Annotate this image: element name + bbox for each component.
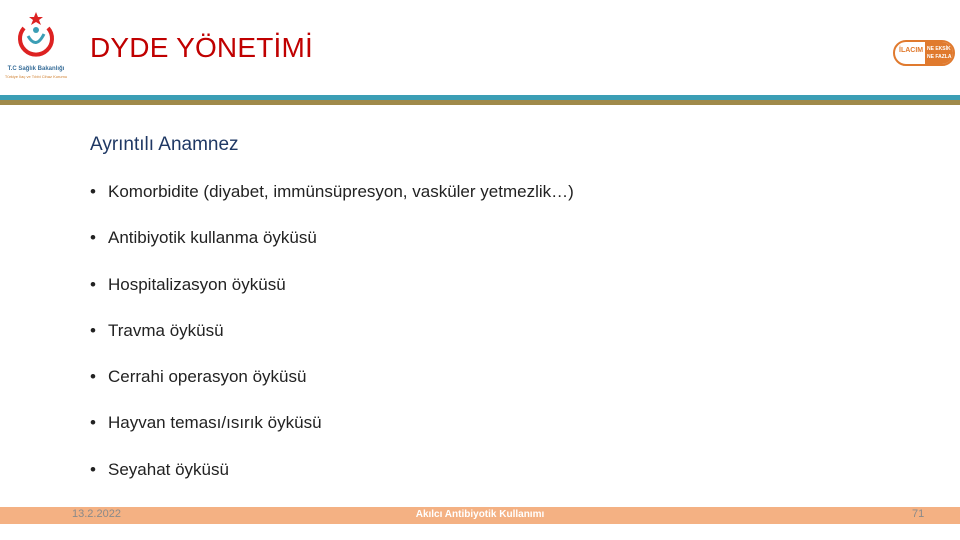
campaign-logo [893, 40, 955, 66]
campaign-logo-left-text: İLACIM [899, 47, 924, 54]
footer-title: Akılcı Antibiyotik Kullanımı [415, 509, 545, 520]
list-item-text: Hayvan teması/ısırık öyküsü [108, 413, 322, 433]
footer-date: 13.2.2022 [72, 508, 121, 520]
bullet-icon: • [90, 413, 96, 433]
header-divider-olive [0, 100, 960, 105]
bullet-icon: • [90, 274, 96, 294]
section-subtitle: Ayrıntılı Anamnez [90, 134, 239, 155]
list-item [90, 228, 574, 274]
ministry-subname: Türkiye İlaç ve Tıbbi Cihaz Kurumu [4, 74, 68, 79]
page-number: 71 [912, 508, 925, 520]
list-item [90, 182, 574, 228]
campaign-logo-badge [925, 42, 955, 64]
ministry-name: T.C Sağlık Bakanlığı [7, 66, 65, 72]
list-item-text: Travma öyküsü [108, 320, 224, 340]
list-item-text: Seyahat öyküsü [108, 459, 229, 479]
list-item-text: Antibiyotik kullanma öyküsü [108, 228, 317, 248]
bullet-icon: • [90, 320, 96, 340]
bullet-icon: • [90, 228, 96, 248]
ministry-logo [2, 10, 70, 88]
bullet-icon: • [90, 182, 96, 201]
bullet-icon: • [90, 459, 96, 479]
list-item [90, 413, 574, 459]
list-item-text: Cerrahi operasyon öyküsü [108, 367, 307, 387]
campaign-logo-line1: NE EKSİK [927, 46, 951, 52]
list-item-text: Hospitalizasyon öyküsü [108, 274, 286, 294]
campaign-logo-line2: NE FAZLA [927, 54, 952, 60]
page-title: DYDE YÖNETİMİ [90, 32, 314, 63]
footer-bar [0, 507, 960, 524]
list-item [90, 460, 574, 506]
list-item [90, 321, 574, 367]
list-item-text: Komorbidite (diyabet, immünsüpresyon, vasküler yetmezlik…) [108, 182, 574, 201]
bullet-list [90, 182, 574, 506]
list-item [90, 275, 574, 321]
ministry-emblem-icon [16, 10, 56, 64]
bullet-icon: • [90, 367, 96, 387]
list-item [90, 367, 574, 413]
